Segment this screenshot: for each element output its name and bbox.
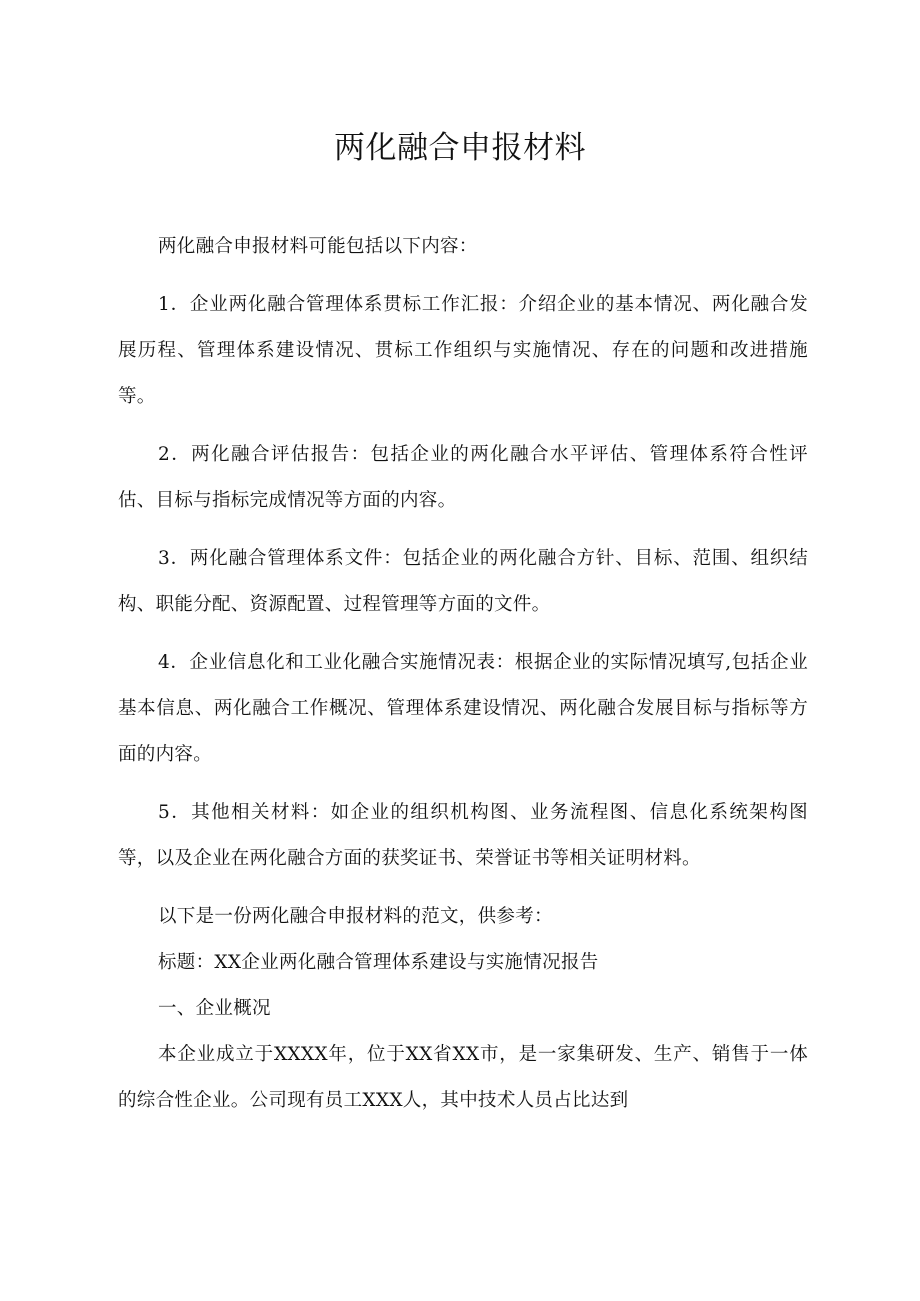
sample-title-line: 标题：XX企业两化融合管理体系建设与实施情况报告 [158, 952, 599, 973]
overview-paragraph: 本企业成立于XXXX年，位于XX省XX市，是一家集研发、生产、销售于一体的综合性企业。公司现有员工XXX人，其中技术人员占比达到 [118, 1044, 808, 1111]
sample-intro-paragraph: 以下是一份两化融合申报材料的范文，供参考： [158, 906, 553, 927]
list-item-1: 1．企业两化融合管理体系贯标工作汇报：介绍企业的基本情况、两化融合发展历程、管理体系建设情况、贯标工作组织与实施情况、存在的问题和改进措施等。 [118, 294, 808, 407]
list-item-4: 4．企业信息化和工业化融合实施情况表：根据企业的实际情况填写,包括企业基本信息、两化融合工作概况、管理体系建设情况、两化融合发展目标与指标等方面的内容。 [118, 652, 808, 765]
section-heading-overview: 一、企业概况 [158, 998, 271, 1019]
intro-paragraph: 两化融合申报材料可能包括以下内容： [158, 236, 478, 257]
document-title: 两化融合申报材料 [334, 130, 586, 166]
list-item-5: 5．其他相关材料：如企业的组织机构图、业务流程图、信息化系统架构图等，以及企业在两化融合方面的获奖证书、荣誉证书等相关证明材料。 [118, 802, 808, 869]
document-body [118, 224, 808, 1124]
list-item-3: 3．两化融合管理体系文件：包括企业的两化融合方针、目标、范围、组织结构、职能分配、资源配置、过程管理等方面的文件。 [118, 548, 808, 615]
list-item-2: 2．两化融合评估报告：包括企业的两化融合水平评估、管理体系符合性评估、目标与指标完成情况等方面的内容。 [118, 444, 808, 511]
